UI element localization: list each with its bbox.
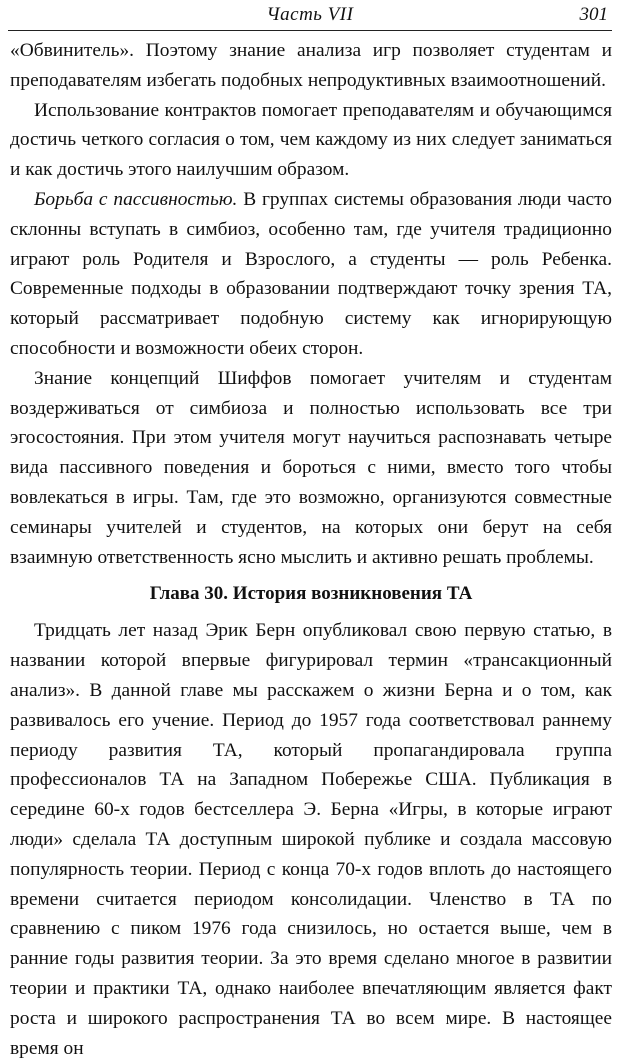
page-body: [10, 36, 612, 1063]
page-number: 301: [579, 4, 608, 25]
paragraph-chapter-intro: Тридцать лет назад Эрик Берн опубликовал свою первую статью, в названии которой впервые фигурировал термин «трансакционный анализ». В данной главе мы расскажем о жизни Берна и о том, как развивалось его учение. Период до 1957 года соответствовал раннему периоду развития ТА, который пропагандировала группа профессионалов ТА на Западном Побережье США. Публикация в середине 60-х годов бестселлера Э. Берна «Игры, в которые играют люди» сделала ТА доступным широкой публике и создала массовую популярность теории. Период с конца 70-х годов вплоть до настоящего времени считается периодом консолидации. Членство в ТА по сравнению с пиком 1976 года снизилось, но остается выше, чем в ранние годы развития теории. За это время сделано многое в развитии теории и практики ТА, однако наиболее впечатляющим является факт роста и широкого распространения ТА во всем мире. В настоящее время он: [10, 620, 612, 1059]
chapter-heading: Глава 30. История возникновения ТА: [149, 583, 473, 605]
page-header: [8, 0, 612, 31]
passivity-run-in-title: Борьба с пассивностью.: [34, 188, 238, 210]
paragraph-contracts: Использование контрактов помогает преподавателям и обучающимся достичь четкого согласия о том, чем каждому из них следует заниматься и как достичь этого наилучшим образом.: [10, 99, 612, 181]
paragraph-schiffs: Знание концепций Шиффов помогает учителям и студентам воздерживаться от симбиоза и полностью использовать все три эгосостояния. При этом учителя могут научиться распознавать четыре вида пассивного поведения и бороться с ними, вместо того чтобы вовлекаться в игры. Там, где это возможно, организуются совместные семинары учителей и студентов, на которых они берут на себя взаимную ответственность ясно мыслить и активно решать проблемы.: [10, 367, 612, 568]
paragraph-obvinitel: «Обвинитель». Поэтому знание анализа игр позволяет студентам и преподавателям избегать подобных непродуктивных взаимоотношений.: [10, 40, 612, 91]
running-title: Часть VII: [266, 4, 354, 25]
paragraph-passivity: [10, 185, 612, 364]
passivity-text: В группах системы образования люди часто склонны вступать в симбиоз, особенно там, где учителя традиционно играют роль Родителя и Взрослого, а студенты — роль Ребенка. Современные подходы в образовании подтверждают точку зрения ТА, который рассматривает подобную систему как игнорирующую способности и возможности обеих сторон.: [10, 188, 612, 359]
